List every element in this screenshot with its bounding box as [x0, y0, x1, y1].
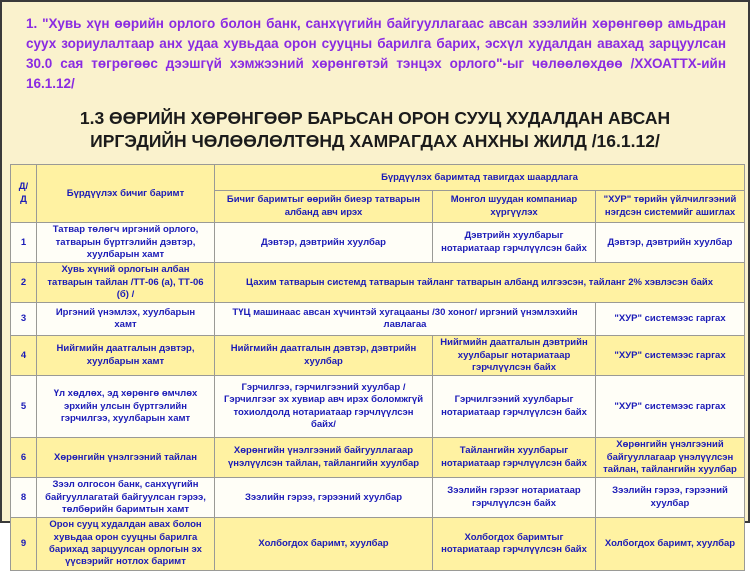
document-cell: Хувь хүний орлогын албан татварын тайлан /ТТ-06 (а), ТТ-06 (б) /	[37, 263, 215, 303]
header-cell-documents: Бүрдүүлэх бичиг баримт	[37, 165, 215, 223]
header-cell-requirements-group: Бүрдүүлэх баримтад тавигдах шаардлага	[215, 165, 745, 191]
document-cell: Зээл олгосон банк, санхүүгийн байгууллагатай байгуулсан гэрээ, төлбөрийн баримтын хамт	[37, 478, 215, 518]
post-cell: Зээлийн гэрээг нотариатаар гэрчлүүлсэн байх	[433, 478, 596, 518]
row-number-cell: 2	[11, 263, 37, 303]
hur-cell: Хөрөнгийн үнэлгээний байгууллагаар үнэлүүлсэн тайлан, тайлангийн хуулбар	[596, 438, 745, 478]
table-row	[11, 336, 745, 376]
post-cell: Дэвтрийн хуулбарыг нотариатаар гэрчлүүлсэн байх	[433, 223, 596, 263]
page-title: 1.3 ӨӨРИЙН ХӨРӨНГӨӨР БАРЬСАН ОРОН СУУЦ ХУДАЛДАН АВСАН ИРГЭДИЙН ЧӨЛӨӨЛӨЛТӨНД ХАМРАГДАХ АНХНЫ ЖИЛД /16.1.12/	[79, 108, 671, 152]
merged-requirement-cell: ТҮЦ машинаас авсан хүчинтэй хугацааны /30 хоног/ иргэний үнэмлэхийн лавлагаа	[215, 303, 596, 336]
header-cell-post: Монгол шуудан компаниар хүргүүлэх	[433, 191, 596, 223]
table-row	[11, 263, 745, 303]
post-cell: Нийгмийн даатгалын дэвтрийн хуулбарыг нотариатаар гэрчлүүлсэн байх	[433, 336, 596, 376]
hur-cell: "ХУР" системээс гаргах	[596, 376, 745, 438]
row-number-cell: 8	[11, 478, 37, 518]
document-cell: Нийгмийн даатгалын дэвтэр, хуулбарын хамт	[37, 336, 215, 376]
hur-cell: "ХУР" системээс гаргах	[596, 336, 745, 376]
in-person-cell: Хөрөнгийн үнэлгээний байгууллагаар үнэлүүлсэн тайлан, тайлангийн хуулбар	[215, 438, 433, 478]
in-person-cell: Зээлийн гэрээ, гэрээний хуулбар	[215, 478, 433, 518]
requirements-table	[10, 164, 745, 571]
header-cell-num: Д/Д	[11, 165, 37, 223]
table-row	[11, 223, 745, 263]
hur-cell: Зээлийн гэрээ, гэрээний хуулбар	[596, 478, 745, 518]
in-person-cell: Гэрчилгээ, гэрчилгээний хуулбар /Гэрчилгээг эх хувиар авч ирэх боломжгүй тохиолдолд нотариатаар гэрчлүүлсэн байх/	[215, 376, 433, 438]
row-number-cell: 3	[11, 303, 37, 336]
table-row	[11, 438, 745, 478]
table-row	[11, 376, 745, 438]
merged-requirement-cell: Цахим татварын системд татварын тайланг татварын албанд илгээсэн, тайланг 2% хэвлэсэн байх	[215, 263, 745, 303]
row-number-cell: 9	[11, 518, 37, 570]
row-number-cell: 1	[11, 223, 37, 263]
table-row	[11, 518, 745, 570]
document-cell: Татвар төлөгч иргэний орлого, татварын бүртгэлийн дэвтэр, хуулбарын хамт	[37, 223, 215, 263]
row-number-cell: 4	[11, 336, 37, 376]
table-row	[11, 303, 745, 336]
row-number-cell: 5	[11, 376, 37, 438]
table-row	[11, 478, 745, 518]
header-cell-in-person: Бичиг баримтыг өөрийн биеэр татварын албанд авч ирэх	[215, 191, 433, 223]
post-cell: Гэрчилгээний хуулбарыг нотариатаар гэрчлүүлсэн байх	[433, 376, 596, 438]
document-cell: Үл хөдлөх, эд хөрөнгө өмчлөх эрхийн улсын бүртгэлийн гэрчилгээ, хуулбарын хамт	[37, 376, 215, 438]
post-cell: Холбогдох баримтыг нотариатаар гэрчлүүлсэн байх	[433, 518, 596, 570]
table-header-row	[11, 165, 745, 191]
hur-cell: "ХУР" системээс гаргах	[596, 303, 745, 336]
post-cell: Тайлангийн хуулбарыг нотариатаар гэрчлүүлсэн байх	[433, 438, 596, 478]
hur-cell: Дэвтэр, дэвтрийн хуулбар	[596, 223, 745, 263]
intro-paragraph: 1. "Хувь хүн өөрийн орлого болон банк, санхүүгийн байгууллагаас авсан зээлийн хөрөнгөөр амьдран суух зориулалтаар анх удаа хувьдаа орон сууцны барилга барих, эсхүл худалдан авахад зарцуулсан 30.0 сая төгрөгөөс дээшгүй хэмжээний хөрөнгөтэй тэнцэх орлого"-ыг чөлөөлөхдөө /ХХОАТТХ-ийн 16.1.12/	[26, 16, 726, 91]
in-person-cell: Холбогдох баримт, хуулбар	[215, 518, 433, 570]
in-person-cell: Нийгмийн даатгалын дэвтэр, дэвтрийн хуулбар	[215, 336, 433, 376]
document-cell: Орон сууц худалдан авах болон хувьдаа орон сууцны барилга барихад зарцуулсан орлогын эх үүсвэрийг нотлох баримт	[37, 518, 215, 570]
document-cell: Иргэний үнэмлэх, хуулбарын хамт	[37, 303, 215, 336]
document-cell: Хөрөнгийн үнэлгээний тайлан	[37, 438, 215, 478]
in-person-cell: Дэвтэр, дэвтрийн хуулбар	[215, 223, 433, 263]
header-cell-hur: "ХУР" төрийн үйлчилгээний нэгдсэн системийг ашиглах	[596, 191, 745, 223]
hur-cell: Холбогдох баримт, хуулбар	[596, 518, 745, 570]
row-number-cell: 6	[11, 438, 37, 478]
